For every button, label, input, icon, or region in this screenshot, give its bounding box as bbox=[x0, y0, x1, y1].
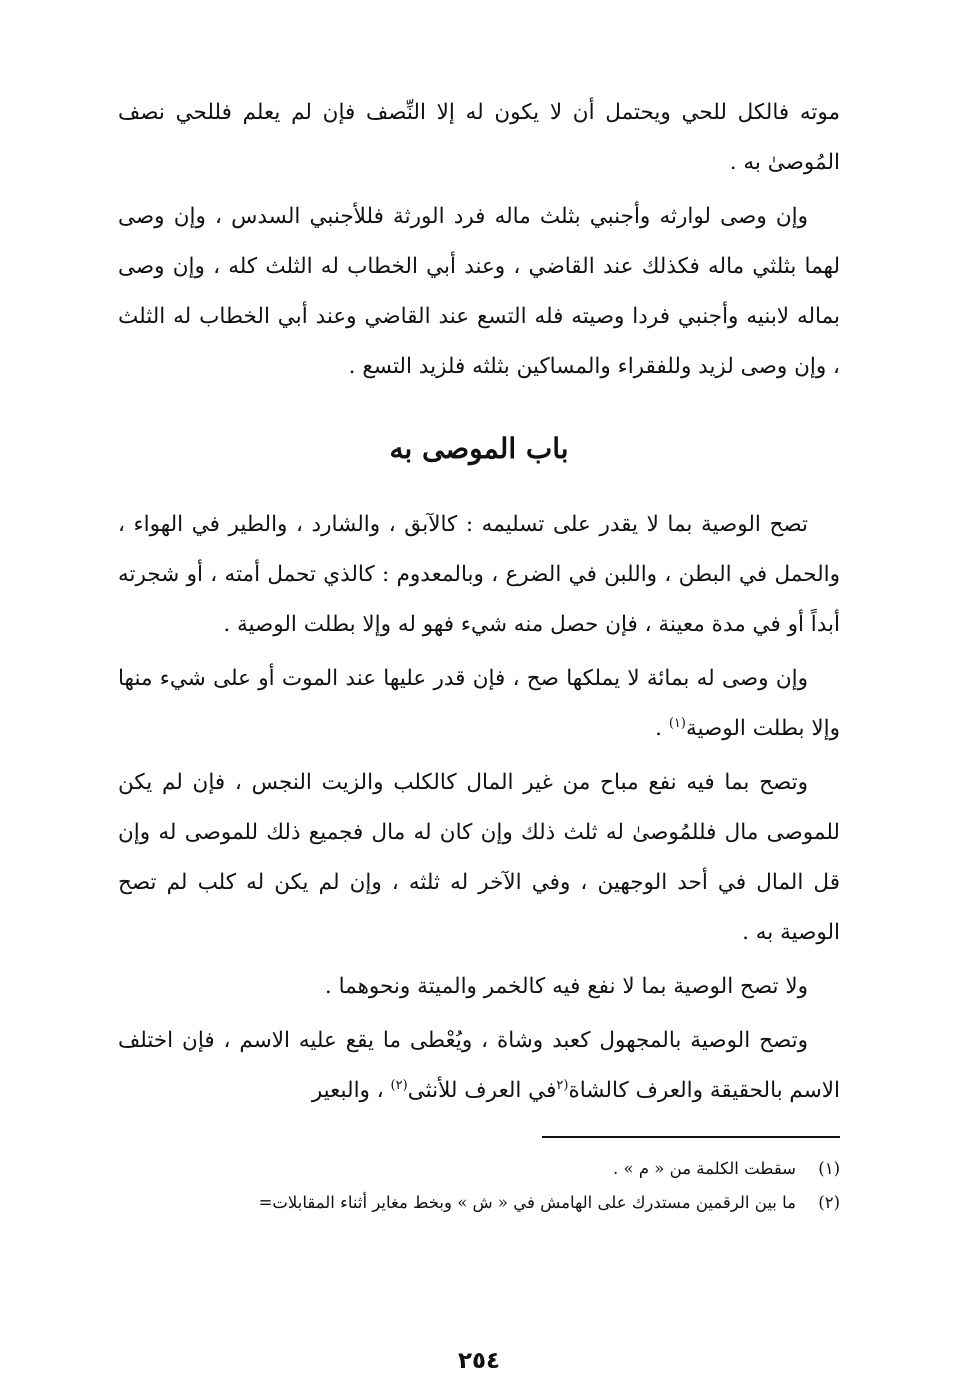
paragraph-no-benefit: ولا تصح الوصية بما لا نفع فيه كالخمر والميتة ونحوهما . bbox=[324, 974, 808, 999]
paragraph-text: وإن وصى له بمائة لا يملكها صح ، فإن قدر عليها عند الموت أو على شيء منها وإلا بطلت الوصية bbox=[118, 666, 840, 741]
paragraph-permissible-use: وتصح بما فيه نفع مباح من غير المال كالكلب والزيت النجس ، فإن لم يكن للموصى مال فللمُوصىٰ له ثلث ذلك وإن كان له مال فجميع ذلك للموصى له وإن قل المال في أحد الوجهين ، وفي الآخر له ثلثه ، وإن لم يكن له كلب لم تصح الوصية به . bbox=[118, 770, 840, 945]
footnote-number: (٢) bbox=[818, 1193, 840, 1212]
paragraph-text-middle: في العرف للأنثى bbox=[407, 1078, 557, 1103]
footnote-text: سقطت الكلمة من « م » . bbox=[613, 1159, 796, 1178]
paragraph-text: وتصح الوصية بالمجهول كعبد وشاة ، ويُعْطى ما يقع عليه الاسم ، فإن اختلف الاسم بالحقيقة والعرف كالشاة bbox=[118, 1028, 840, 1103]
paragraph-heir-and-stranger: وإن وصى لوارثه وأجنبي بثلث ماله فرد الورثة فللأجنبي السدس ، وإن وصى لهما بثلثي ماله فكذلك عند القاضي ، وعند أبي الخطاب له الثلث كله ، وإن وصى بماله لابنيه وأجنبي فردا وصيته فله التسع عند القاضي وعند أبي الخطاب له الثلث ، وإن وصى لزيد وللفقراء والمساكين بثلثه فلزيد التسع . bbox=[118, 204, 840, 379]
paragraph-undeliverable-bequest: تصح الوصية بما لا يقدر على تسليمه : كالآبق ، والشارد ، والطير في الهواء ، والحمل في البطن ، واللبن في الضرع ، وبالمعدوم : كالذي تحمل أمته ، أو شجرته أبداً أو في مدة معينة ، فإن حصل منه شيء فهو له وإلا بطلت الوصية . bbox=[118, 512, 840, 637]
footnote-number: (١) bbox=[818, 1159, 840, 1178]
footnote-marker-2[interactable]: (٢) bbox=[390, 1077, 408, 1093]
footnote-marker-1[interactable]: (١) bbox=[668, 715, 686, 731]
section-title: باب الموصى به bbox=[389, 432, 569, 465]
footnote-marker-2-open[interactable]: (٢ bbox=[556, 1077, 569, 1093]
footnote-separator bbox=[542, 1136, 840, 1138]
book-page bbox=[118, 88, 840, 1374]
paragraph-hundred-bequest bbox=[118, 654, 840, 754]
paragraph-text-end: ، والبعير bbox=[311, 1078, 391, 1103]
paragraph-continuation: موته فالكل للحي ويحتمل أن لا يكون له إلا النِّصف فإن لم يعلم فللحي نصف المُوصىٰ به . bbox=[118, 100, 840, 175]
page-number: ٢٥٤ bbox=[457, 1348, 501, 1374]
paragraph-text-end: . bbox=[655, 716, 669, 741]
footnotes bbox=[118, 1154, 840, 1218]
footnote-text: ما بين الرقمين مستدرك على الهامش في « ش » وبخط مغاير أثناء المقابلات= bbox=[258, 1193, 796, 1212]
footnote-1 bbox=[118, 1154, 840, 1184]
paragraph-unknown-bequest bbox=[118, 1016, 840, 1116]
footnote-2 bbox=[118, 1188, 840, 1218]
